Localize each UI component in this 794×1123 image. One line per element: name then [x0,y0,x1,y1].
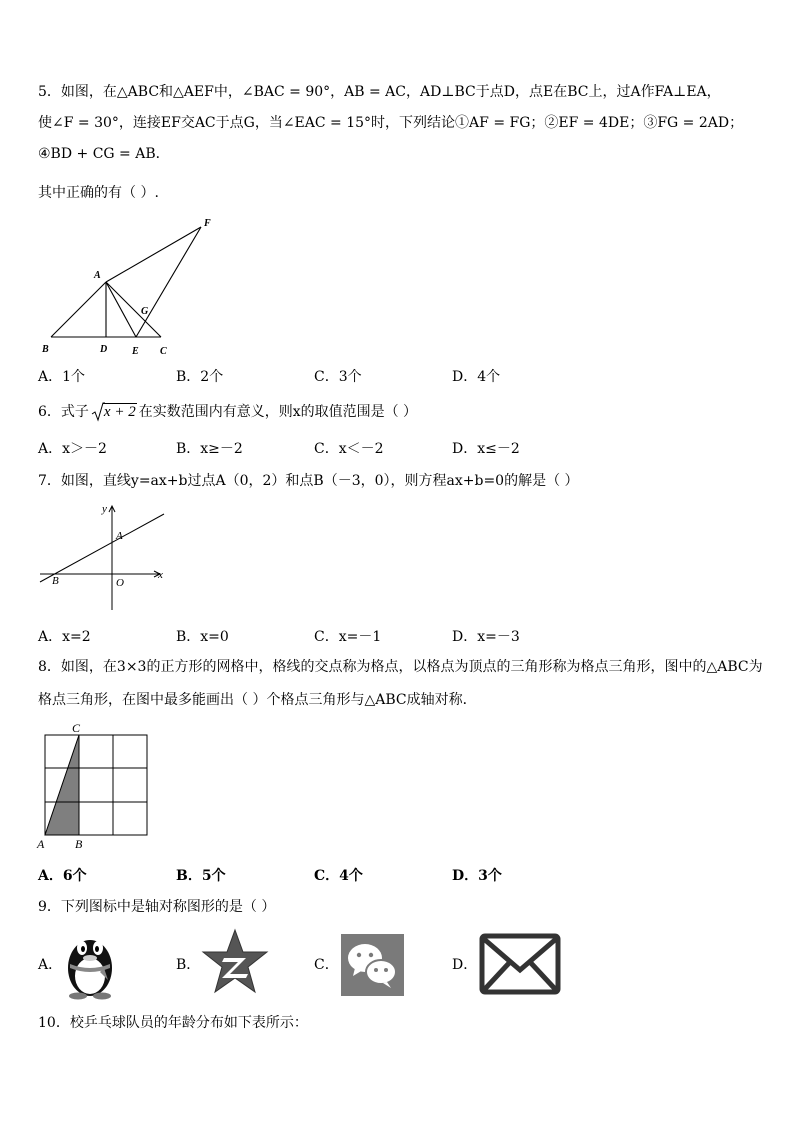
q6-option-c[interactable]: C．x＜－2 [314,441,384,457]
q7-option-a[interactable]: A．x=2 [38,629,91,645]
penguin-icon [60,928,120,1000]
q6-option-a[interactable]: A．x＞－2 [38,441,107,457]
q8-figure [34,719,154,851]
q5-label-G: G [141,306,149,317]
q6-option-b[interactable]: B．x≥－2 [176,441,243,457]
q7-label-B: B [52,575,59,587]
q5-prompt: 其中正确的有（ ）. [38,185,159,201]
q8-label-B: B [75,837,83,851]
q5-figure [36,212,226,362]
q7-option-b[interactable]: B．x=0 [176,629,229,645]
envelope-icon [478,932,562,996]
q7-label-x: x [158,569,163,581]
radical-sign-icon [91,402,105,422]
wechat-icon [341,934,404,996]
q9-option-c[interactable]: C． [314,957,339,973]
q7-label-y: y [102,503,107,515]
q5-option-c[interactable]: C．3个 [314,369,362,385]
q5-label-E: E [132,346,139,357]
q5-label-C: C [160,346,167,357]
q6-stem-after: 在实数范围内有意义，则x的取值范围是（ ） [138,404,418,420]
q5-line2: 使∠F = 30°，连接EF交AC于点G，当∠EAC = 15°时，下列结论①AF = FG；②EF = 4DE；③FG = 2AD； [38,115,744,131]
q8-option-b[interactable]: B．5个 [176,868,226,884]
q5-option-a[interactable]: A．1个 [38,369,86,385]
q9-option-a[interactable]: A． [38,957,63,973]
q7-label-A: A [116,530,123,542]
q6-option-d[interactable]: D．x≤－2 [452,441,520,457]
q7-option-d[interactable]: D．x=－3 [452,629,520,645]
q5-line3: ④BD + CG = AB． [38,146,170,162]
q6-radical [91,402,137,422]
q5-label-A: A [94,270,101,281]
star-z-icon [200,928,270,996]
q7-label-O: O [116,577,124,589]
q8-option-a[interactable]: A．6个 [38,868,87,884]
q8-label-C: C [72,721,81,735]
q6-stem-before: 6．式子 [38,404,89,420]
q5-option-b[interactable]: B．2个 [176,369,224,385]
q9-option-d[interactable]: D． [452,957,478,973]
q5-label-B: B [42,344,49,355]
q8-triangle-abc [45,735,79,835]
q5-option-d[interactable]: D．4个 [452,369,501,385]
q10-stem: 10．校乒乓球队员的年龄分布如下表所示： [38,1015,308,1031]
q6-stem [38,402,417,422]
q8-line2: 格点三角形，在图中最多能画出（ ）个格点三角形与△ABC成轴对称． [38,692,477,708]
q9-stem: 9．下列图标中是轴对称图形的是（ ） [38,899,276,915]
q8-line1: 8．如图，在3×3的正方形的网格中，格线的交点称为格点，以格点为顶点的三角形称为格点三角形，图中的△ABC为 [38,659,763,675]
q5-label-F: F [204,218,211,229]
q8-option-c[interactable]: C．4个 [314,868,363,884]
q7-stem: 7．如图，直线y=ax+b过点A（0，2）和点B（－3，0），则方程ax+b=0的解是（ ） [38,473,579,489]
q8-option-d[interactable]: D．3个 [452,868,502,884]
q7-option-c[interactable]: C．x=－1 [314,629,382,645]
q6-radicand: x + 2 [103,404,136,420]
q9-option-b[interactable]: B． [176,957,201,973]
q5-label-D: D [100,344,108,355]
q7-figure [36,500,168,614]
q8-label-A: A [37,837,45,851]
q5-line1: 5．如图，在△ABC和△AEF中，∠BAC = 90°，AB = AC，AD⊥BC于点D，点E在BC上，过A作FA⊥EA， [38,84,721,100]
